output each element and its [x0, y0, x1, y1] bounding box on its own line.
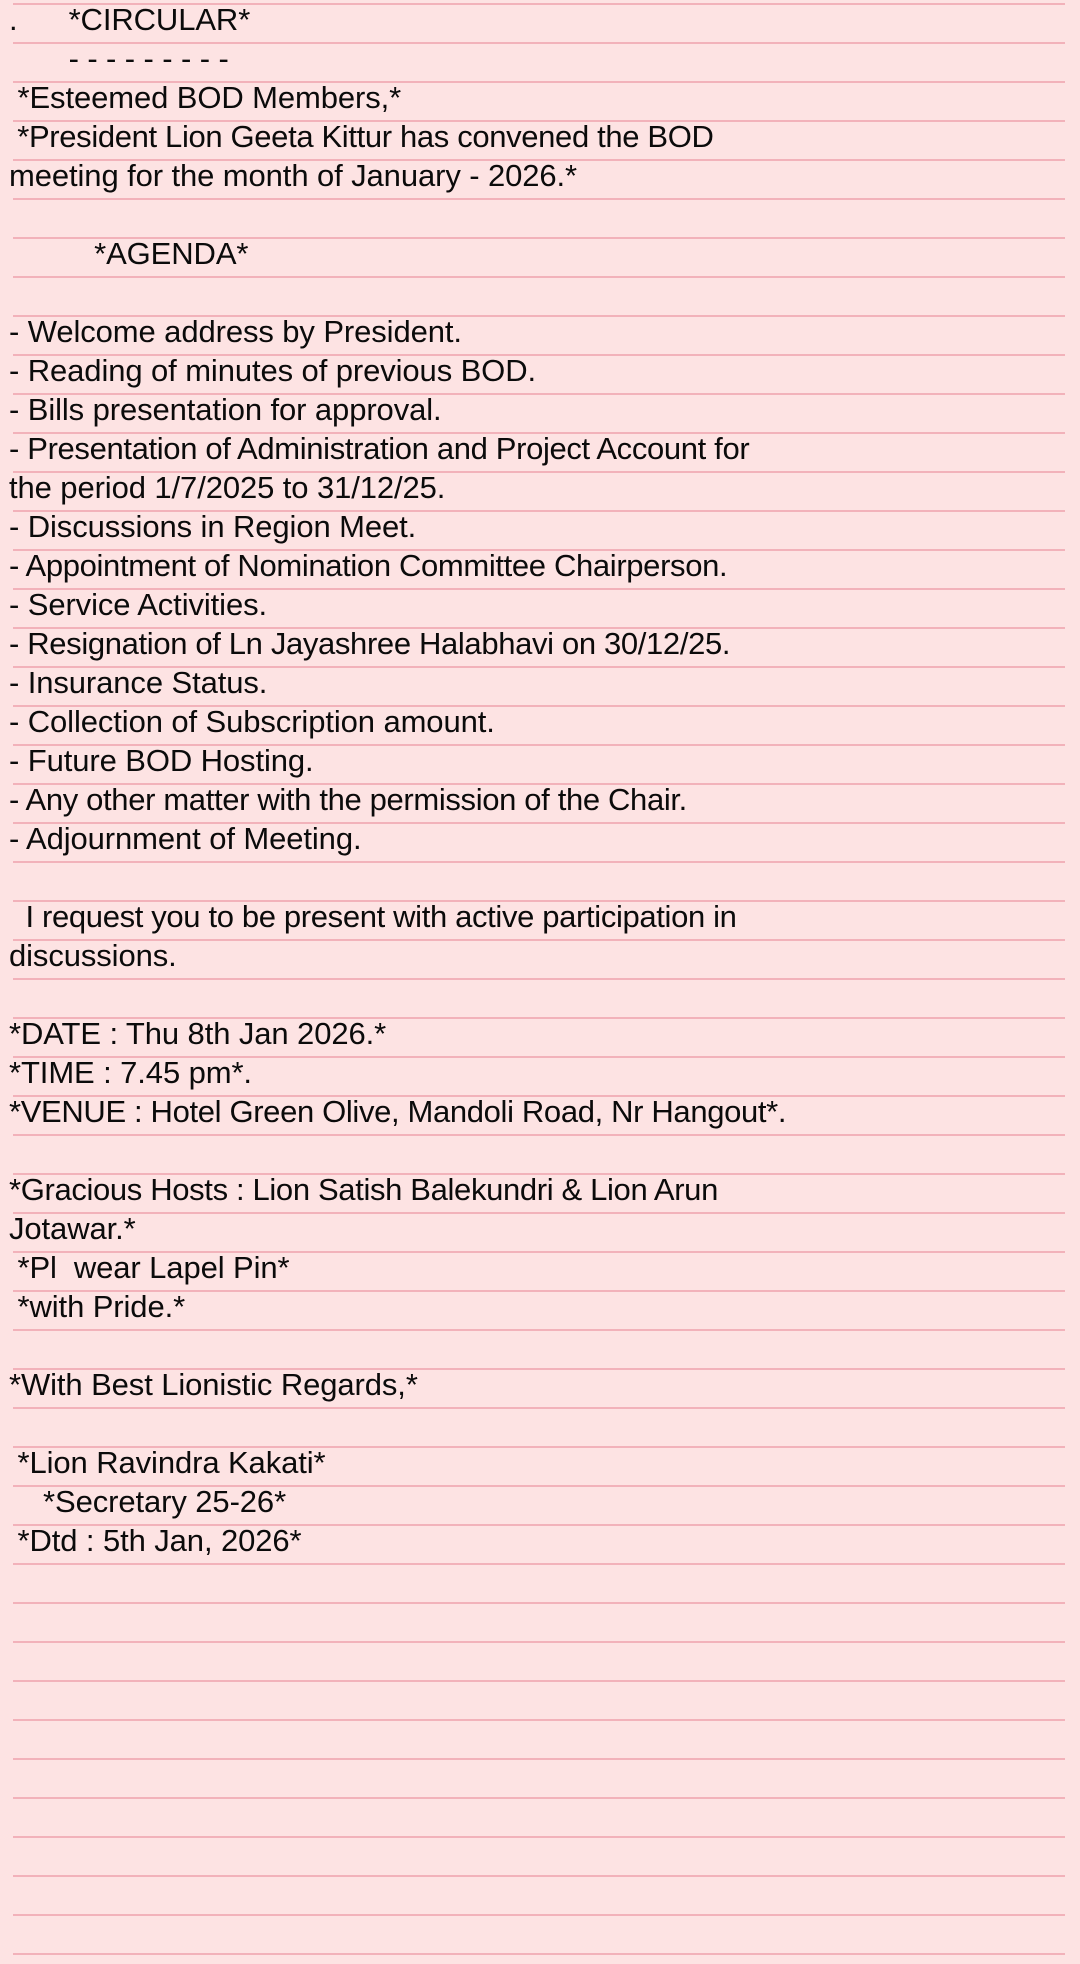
note-line-blank-2: [9, 273, 1074, 312]
note-line-blank-1: [9, 195, 1074, 234]
note-line-agenda-9: - Insurance Status.: [9, 665, 268, 700]
note-line-blank-4: [9, 975, 1074, 1014]
note-line-lapel-2: *with Pride.*: [9, 1289, 186, 1324]
note-line-sign-date: *Dtd : 5th Jan, 2026*: [9, 1523, 302, 1558]
note-line-salutation: *Esteemed BOD Members,*: [9, 80, 402, 115]
note-line-blank-7: [9, 1404, 1074, 1443]
note-line-agenda-6: - Appointment of Nomination Committee Chairperson.: [9, 548, 728, 583]
note-line-time: *TIME : 7.45 pm*.: [9, 1055, 252, 1090]
note-line-lapel-1: *Pl wear Lapel Pin*: [9, 1250, 290, 1285]
note-line-agenda-1: - Welcome address by President.: [9, 314, 462, 349]
note-line-agenda-8: - Resignation of Ln Jayashree Halabhavi on 30/12/25.: [9, 626, 731, 661]
note-line-agenda-13: - Adjournment of Meeting.: [9, 821, 362, 856]
note-line-agenda-4b: the period 1/7/2025 to 31/12/25.: [9, 470, 446, 505]
note-line-divider-dashes: - - - - - - - - -: [9, 41, 229, 76]
note-line-blank-3: [9, 858, 1074, 897]
note-line-date: *DATE : Thu 8th Jan 2026.*: [9, 1016, 387, 1051]
note-line-request-2: discussions.: [9, 938, 177, 973]
note-line-hosts-2: Jotawar.*: [9, 1211, 136, 1246]
note-line-venue: *VENUE : Hotel Green Olive, Mandoli Road, Nr Hangout*.: [9, 1094, 787, 1129]
note-line-agenda-10: - Collection of Subscription amount.: [9, 704, 495, 739]
note-line-convened-1: *President Lion Geeta Kittur has convened the BOD: [9, 119, 714, 154]
note-line-regards: *With Best Lionistic Regards,*: [9, 1367, 418, 1402]
note-line-title: . *CIRCULAR*: [9, 2, 251, 37]
note-line-blank-5: [9, 1131, 1074, 1170]
note-line-sign-role: *Secretary 25-26*: [9, 1484, 287, 1519]
note-line-request-1: I request you to be present with active participation in: [9, 899, 737, 934]
note-line-agenda-7: - Service Activities.: [9, 587, 268, 622]
note-line-sign-name: *Lion Ravindra Kakati*: [9, 1445, 326, 1480]
note-line-agenda-12: - Any other matter with the permission of the Chair.: [9, 782, 687, 817]
note-line-agenda-5: - Discussions in Region Meet.: [9, 509, 417, 544]
note-line-agenda-heading: *AGENDA*: [9, 236, 249, 271]
note-line-hosts-1: *Gracious Hosts : Lion Satish Balekundri & Lion Arun: [9, 1172, 718, 1207]
note-line-agenda-3: - Bills presentation for approval.: [9, 392, 442, 427]
note-line-agenda-11: - Future BOD Hosting.: [9, 743, 314, 778]
note-line-blank-6: [9, 1326, 1074, 1365]
note-line-convened-2: meeting for the month of January - 2026.*: [9, 158, 578, 193]
note-line-agenda-2: - Reading of minutes of previous BOD.: [9, 353, 536, 388]
note-line-agenda-4a: - Presentation of Administration and Project Account for: [9, 431, 750, 466]
